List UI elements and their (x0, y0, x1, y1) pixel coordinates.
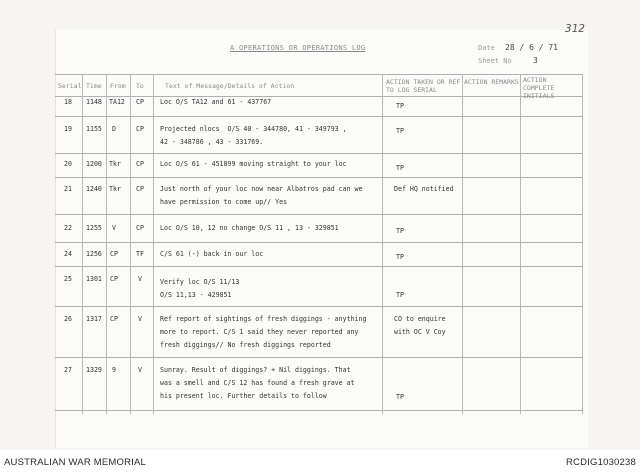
cell-text-line: was a smell and C/S 12 has found a fresh grave at (160, 379, 355, 387)
cell-text-line: Projected nlocs O/S 40 - 344780, 41 - 349793 , (160, 125, 347, 133)
cell-text-line: Ref report of sightings of fresh diggings - anything (160, 315, 367, 323)
cell-to: CP (136, 185, 144, 193)
cell-from: 9 (112, 366, 116, 374)
cell-action: Def HQ notified (394, 185, 454, 193)
cell-text-line: Sunray. Result of diggings? + Nil diggings. That (160, 366, 351, 374)
footer-record-id: RCDIG1030238 (566, 457, 636, 468)
cell-action: with OC V Coy (394, 328, 446, 336)
cell-time: 1255 (86, 224, 102, 232)
cell-time: 1155 (86, 125, 102, 133)
col-divider (82, 74, 83, 414)
col-text: Text of Message/Details of Action (165, 82, 295, 90)
cell-text-line: his present loc. Further details to follow (160, 392, 327, 400)
cell-time: 1301 (86, 275, 102, 283)
col-action-taken: ACTION TAKEN OR REF TO LOG SERIAL (386, 78, 461, 94)
row-rule (55, 242, 583, 243)
col-divider (462, 74, 463, 414)
col-divider (382, 74, 383, 414)
row-rule (55, 214, 583, 215)
col-divider (582, 74, 583, 414)
cell-text-line: have permission to come up// Yes (160, 198, 288, 206)
cell-to: V (138, 275, 142, 283)
row-rule (55, 116, 583, 117)
cell-to: CP (136, 125, 144, 133)
row-rule (55, 266, 583, 267)
row-rule (55, 306, 583, 307)
cell-serial: 18 (64, 98, 72, 106)
cell-from: V (112, 224, 116, 232)
cell-action: TP (396, 102, 404, 110)
cell-text-line: O/S 11,13 - 429851 (160, 291, 232, 299)
col-action-remarks: ACTION REMARKS (464, 78, 519, 86)
cell-action: TP (396, 164, 404, 172)
col-to: To (136, 82, 144, 90)
cell-to: V (138, 366, 142, 374)
cell-to: TF (136, 250, 144, 258)
col-divider (520, 74, 521, 414)
cell-serial: 22 (64, 224, 72, 232)
cell-action: TP (396, 127, 404, 135)
cell-to: CP (136, 98, 144, 106)
cell-action: TP (396, 291, 404, 299)
document-title: A OPERATIONS OR OPERATIONS LOG (230, 44, 366, 52)
table-header-rule (55, 96, 583, 97)
cell-text-line: Loc O/S TA12 and 61 - 437767 (160, 98, 272, 106)
cell-text-line: more to report. C/S 1 said they never reported any (160, 328, 359, 336)
cell-time: 1200 (86, 160, 102, 168)
col-time: Time (86, 82, 102, 90)
cell-text-line: fresh diggings// No fresh diggings reported (160, 341, 331, 349)
row-rule (55, 357, 583, 358)
col-divider (130, 74, 131, 414)
cell-to: CP (136, 160, 144, 168)
col-serial: Serial (58, 82, 82, 90)
date-label: Date (478, 44, 495, 52)
col-divider (153, 74, 154, 414)
cell-serial: 19 (64, 125, 72, 133)
cell-from: CP (110, 275, 118, 283)
cell-text-line: Verify loc O/S 11/13 (160, 278, 240, 286)
cell-from: D (112, 125, 116, 133)
cell-from: TA12 (109, 98, 125, 106)
cell-action: TP (396, 393, 404, 401)
cell-from: CP (110, 250, 118, 258)
col-divider (106, 74, 107, 414)
col-action-complete: ACTION COMPLETE INITIALS (523, 76, 555, 100)
cell-from: Tkr (109, 160, 121, 168)
page-number: 312 (565, 22, 585, 35)
row-rule (55, 153, 583, 154)
cell-serial: 26 (64, 315, 72, 323)
cell-time: 1240 (86, 185, 102, 193)
cell-to: V (138, 315, 142, 323)
col-from: From (110, 82, 126, 90)
cell-serial: 21 (64, 185, 72, 193)
date-value: 28 / 6 / 71 (505, 43, 558, 52)
row-rule (55, 177, 583, 178)
cell-action: TP (396, 227, 404, 235)
cell-time: 1256 (86, 250, 102, 258)
cell-text-line: Loc O/S 10, 12 no change O/S 11 , 13 - 329851 (160, 224, 339, 232)
cell-text-line: Loc O/S 61 - 451899 moving straight to your loc (160, 160, 347, 168)
footer-institution: AUSTRALIAN WAR MEMORIAL (4, 457, 147, 468)
cell-serial: 24 (64, 250, 72, 258)
cell-text-line: Just north of your loc now near Albatros pad can we (160, 185, 363, 193)
sheet-value: 3 (533, 56, 538, 65)
cell-to: CP (136, 224, 144, 232)
cell-from: CP (110, 315, 118, 323)
cell-time: 1148 (86, 98, 102, 106)
cell-action: TP (396, 253, 404, 261)
table-top-rule (55, 74, 583, 75)
cell-serial: 20 (64, 160, 72, 168)
row-rule (55, 410, 583, 411)
cell-serial: 25 (64, 275, 72, 283)
cell-text-line: 42 - 348786 , 43 - 331769. (160, 138, 264, 146)
cell-text-line: C/S 61 (-) back in our loc (160, 250, 264, 258)
cell-serial: 27 (64, 366, 72, 374)
cell-time: 1329 (86, 366, 102, 374)
cell-action: CO to enquire (394, 315, 446, 323)
cell-time: 1317 (86, 315, 102, 323)
cell-from: Tkr (109, 185, 121, 193)
sheet-label: Sheet No (478, 57, 512, 65)
